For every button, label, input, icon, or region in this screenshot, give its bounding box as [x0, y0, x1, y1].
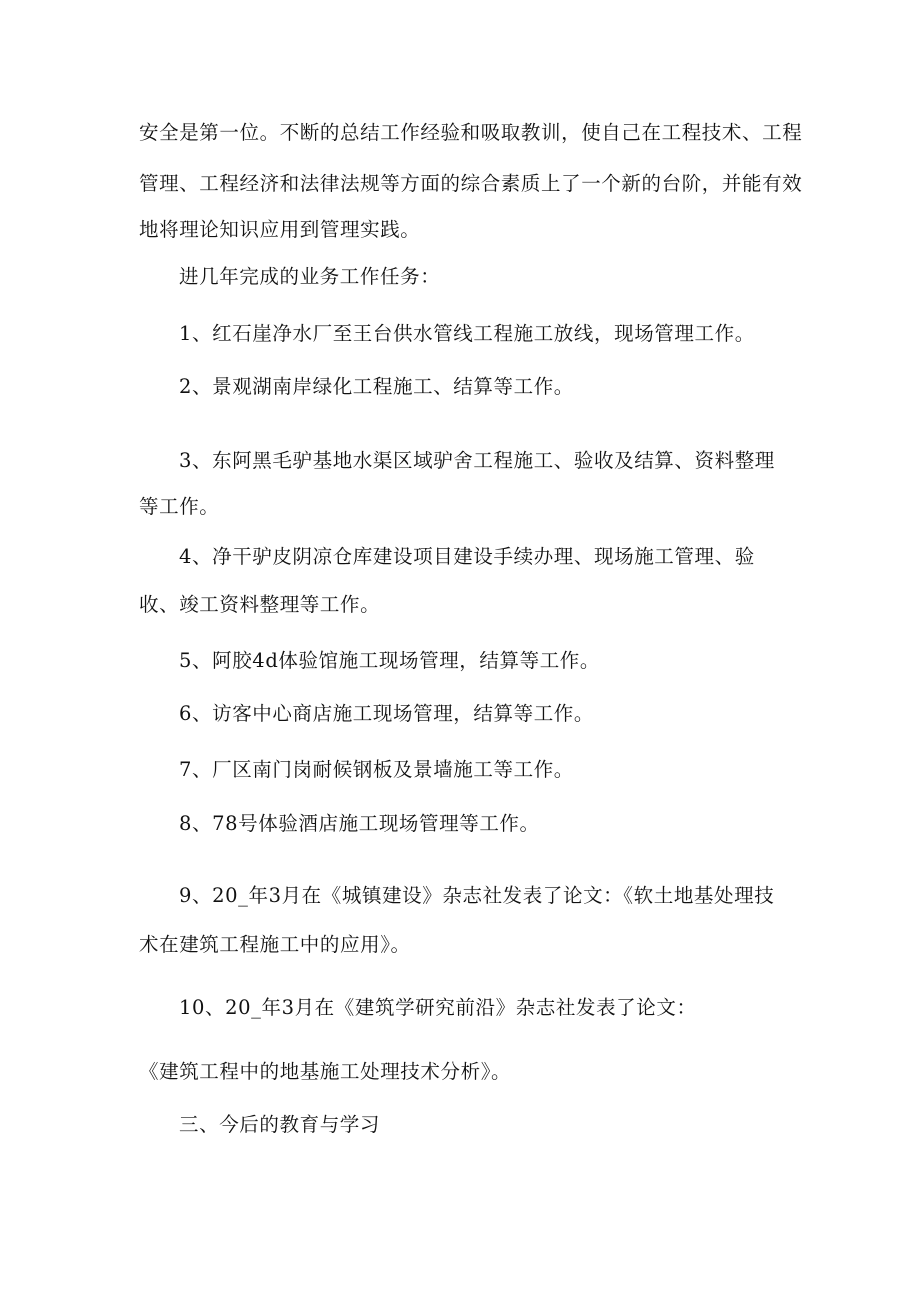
tasks-intro: 进几年完成的业务工作任务： [179, 265, 441, 288]
paragraph-line: 管理、工程经济和法律法规等方面的综合素质上了一个新的台阶，并能有效 [139, 172, 803, 195]
task-item-1: 1、红石崖净水厂至王台供水管线工程施工放线，现场管理工作。 [179, 322, 755, 345]
section-heading: 三、今后的教育与学习 [179, 1113, 381, 1136]
task-item-3: 3、东阿黑毛驴基地水渠区域驴舍工程施工、验收及结算、资料整理 [179, 449, 775, 472]
task-item-5: 5、阿胶4d体验馆施工现场管理，结算等工作。 [179, 649, 600, 672]
task-item-10-continued: 《建筑工程中的地基施工处理技术分析》。 [139, 1060, 512, 1083]
paragraph-line: 安全是第一位。不断的总结工作经验和吸取教训，使自己在工程技术、工程 [139, 121, 803, 144]
task-item-6: 6、访客中心商店施工现场管理，结算等工作。 [179, 702, 595, 725]
task-item-9-continued: 术在建筑工程施工中的应用》。 [139, 933, 411, 956]
task-item-4-continued: 收、竣工资料整理等工作。 [139, 593, 381, 616]
task-item-4: 4、净干驴皮阴凉仓库建设项目建设手续办理、现场施工管理、验 [179, 545, 755, 568]
paragraph-line: 地将理论知识应用到管理实践。 [139, 218, 421, 241]
task-item-8: 8、78号体验酒店施工现场管理等工作。 [179, 812, 540, 835]
task-item-9: 9、20_年3月在《城镇建设》杂志社发表了论文：《软土地基处理技 [179, 884, 775, 907]
task-item-3-continued: 等工作。 [139, 495, 220, 518]
task-item-7: 7、厂区南门岗耐候钢板及景墙施工等工作。 [179, 758, 574, 781]
task-item-10: 10、20_年3月在《建筑学研究前沿》杂志社发表了论文： [179, 996, 697, 1019]
task-item-2: 2、景观湖南岸绿化工程施工、结算等工作。 [179, 375, 574, 398]
